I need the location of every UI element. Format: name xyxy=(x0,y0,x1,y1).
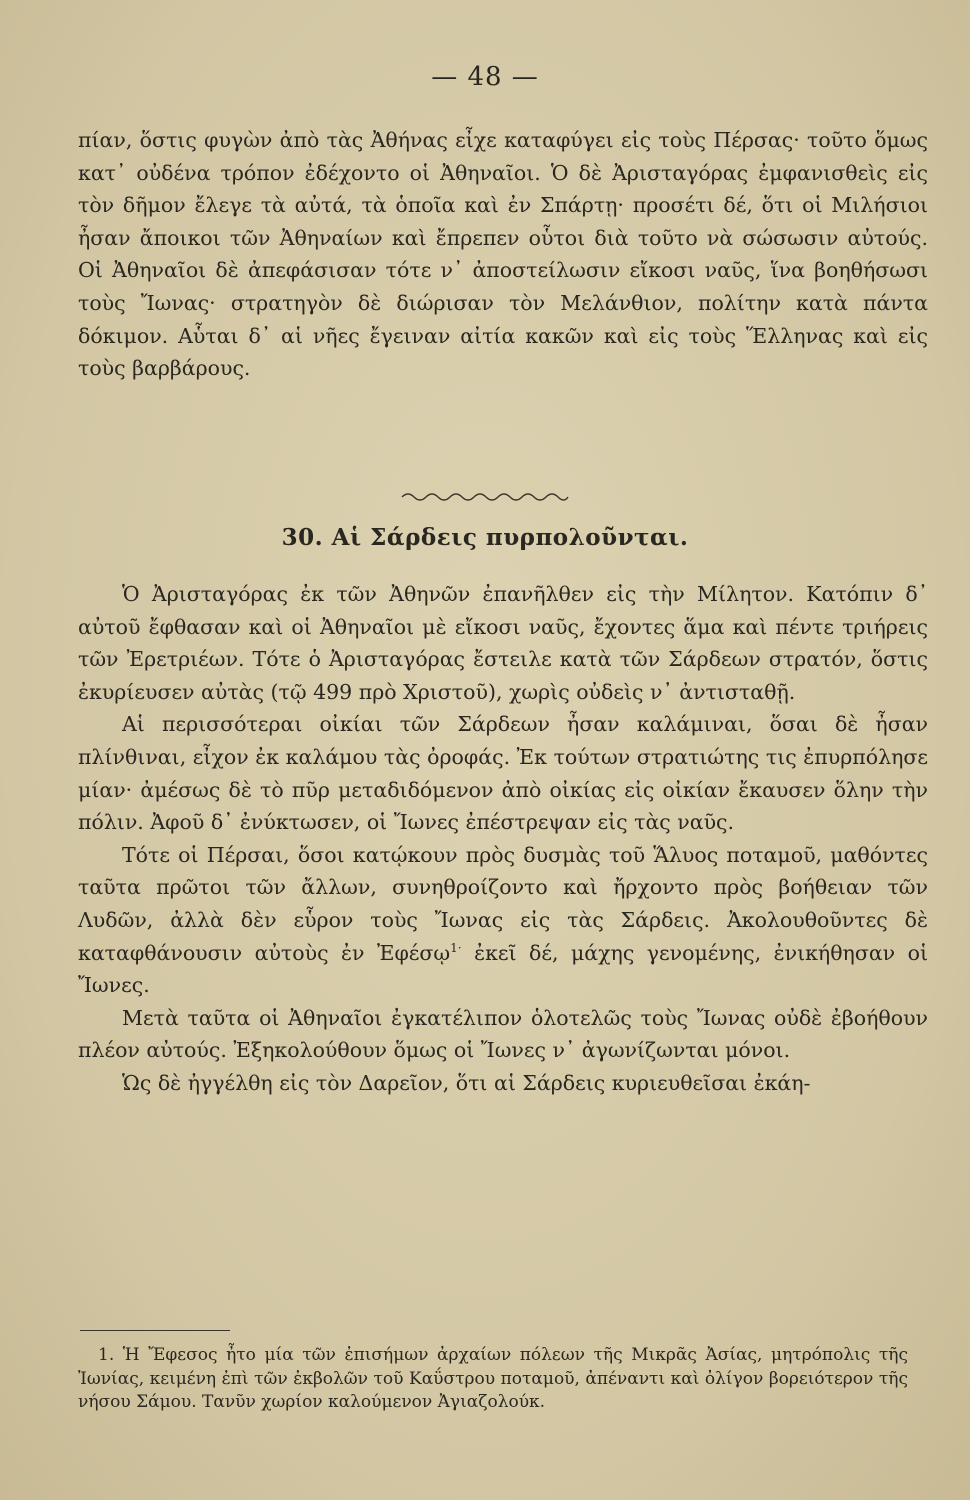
wavy-divider-ornament xyxy=(0,488,970,507)
section-paragraph-continuation: ἐκεῖ δέ, μάχης γενομένης, ἐνικήθησαν οἱ Ἴωνες. xyxy=(78,940,928,998)
section-paragraph-text: Τότε οἱ Πέρσαι, ὅσοι κατῴκουν πρὸς δυσμὰς τοῦ Ἅλυος ποταμοῦ, μαθόντες ταῦτα πρῶτοι τῶν ἄλλων, συνηθροίζοντο καὶ ἤρχοντο πρὸς βοήθειαν τῶν Λυδῶν, ἀλλὰ δὲν εὗρον τοὺς Ἴωνας εἰς τὰς Σάρδεις. Ἀκολουθοῦντες δὲ καταφθάνουσιν αὐτοὺς ἐν Ἐφέσῳ xyxy=(78,842,928,965)
page-number: — 48 — xyxy=(431,62,539,92)
continued-paragraph: πίαν, ὅστις φυγὼν ἀπὸ τὰς Ἀθήνας εἶχε καταφύγει εἰς τοὺς Πέρσας· τοῦτο ὅμως κατ᾽ οὐδένα τρόπον ἐδέχοντο οἱ Ἀθηναῖοι. Ὁ δὲ Ἀρισταγόρας ἐμφανισθεὶς εἰς τὸν δῆμον ἔλεγε τὰ αὐτά, τὰ ὁποῖα καὶ ἐν Σπάρτῃ· προσέτι δέ, ὅτι οἱ Μιλήσιοι ἦσαν ἄποικοι τῶν Ἀθηναίων καὶ ἔπρεπεν οὗτοι διὰ τοῦτο νὰ σώσωσιν αὐτούς. Οἱ Ἀθηναῖοι δὲ ἀπεφάσισαν τότε ν᾽ ἀποστείλωσιν εἴκοσι ναῦς, ἵνα βοηθήσωσι τοὺς Ἴωνας· στρατηγὸν δὲ διώρισαν τὸν Μελάνθιον, πολίτην κατὰ πάντα δόκιμον. Αὗται δ᾽ αἱ νῆες ἔγειναν αἰτία κακῶν καὶ εἰς τοὺς Ἕλληνας καὶ εἰς τοὺς βαρβάρους. xyxy=(78,128,928,381)
section-paragraph: Ὁ Ἀρισταγόρας ἐκ τῶν Ἀθηνῶν ἐπανῆλθεν εἰς τὴν Μίλητον. Κατόπιν δ᾽ αὐτοῦ ἔφθασαν καὶ οἱ Ἀθηναῖοι μὲ εἴκοσι ναῦς, ἔχοντες ἅμα καὶ πέντε τριήρεις τῶν Ἐρετριέων. Τότε ὁ Ἀρισταγόρας ἔστειλε κατὰ τῶν Σάρδεων στρατόν, ὅστις ἐκυρίευσεν αὐτὰς (τῷ 499 πρὸ Χριστοῦ), χωρὶς οὐδεὶς ν᾽ ἀντισταθῇ. xyxy=(78,582,928,704)
footnote-text: 1. Ἡ Ἔφεσος ἦτο μία τῶν ἐπισήμων ἀρχαίων πόλεων τῆς Μικρᾶς Ἀσίας, μητρόπολις τῆς Ἰωνίας, κειμένη ἐπὶ τῶν ἐκβολῶν τοῦ Καΰστρου ποταμοῦ, ἀπέναντι καὶ ὀλίγον βορειότερον τῆς νήσου Σάμου. Τανῦν χωρίον καλούμενον Ἀγιαζολούκ. xyxy=(78,1345,908,1412)
section-paragraph-with-footnote xyxy=(78,839,928,1002)
footnote-marker: 1· xyxy=(450,940,462,955)
section-body xyxy=(78,578,928,1100)
section-paragraph: Αἱ περισσότεραι οἰκίαι τῶν Σάρδεων ἦσαν καλάμιναι, ὅσαι δὲ ἦσαν πλίνθιναι, εἶχον ἐκ καλάμου τὰς ὀροφάς. Ἐκ τούτων στρατιώτης τις ἐπυρπόλησε μίαν· ἀμέσως δὲ τὸ πῦρ μεταδιδόμενον ἀπὸ οἰκίας εἰς οἰκίαν ἔκαυσεν ὅλην τὴν πόλιν. Ἀφοῦ δ᾽ ἐνύκτωσεν, οἱ Ἴωνες ἐπέστρεψαν εἰς τὰς ναῦς. xyxy=(78,712,928,835)
section-paragraph: Ὡς δὲ ἠγγέλθη εἰς τὸν Δαρεῖον, ὅτι αἱ Σάρδεις κυριευθεῖσαι ἐκάη- xyxy=(122,1070,811,1095)
footnote-separator xyxy=(80,1330,230,1331)
section-heading: 30. Αἱ Σάρδεις πυρπολοῦνται. xyxy=(281,524,689,551)
footnote-block xyxy=(78,1344,908,1415)
continued-paragraph-block xyxy=(78,124,928,385)
section-paragraph: Μετὰ ταῦτα οἱ Ἀθηναῖοι ἐγκατέλιπον ὁλοτελῶς τοὺς Ἴωνας οὐδὲ ἐβοήθουν πλέον αὐτούς. Ἐξηκολούθουν ὅμως οἱ Ἴωνες ν᾽ ἀγωνίζωνται μόνοι. xyxy=(78,1005,928,1063)
